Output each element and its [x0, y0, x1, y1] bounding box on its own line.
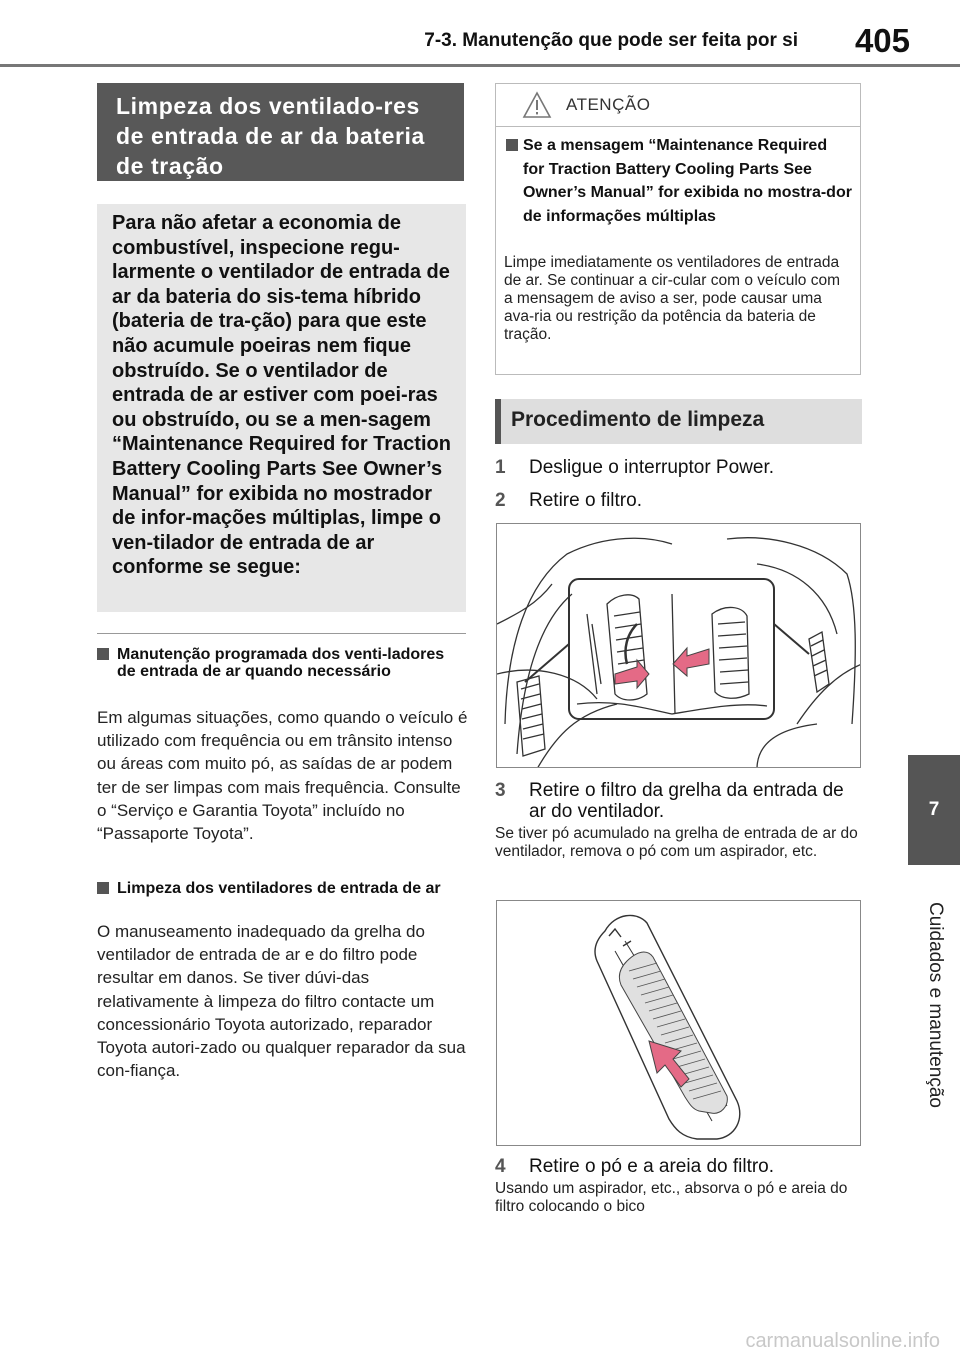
- running-header-title: 7-3. Manutenção que pode ser feita por si: [424, 30, 798, 51]
- section-heading: Limpeza dos ventilado-res de entrada de ar da bateria de tração: [116, 93, 425, 179]
- grille-illustration: [497, 901, 861, 1146]
- chapter-label: [918, 880, 952, 1130]
- step-2-text: Retire o filtro.: [529, 490, 642, 511]
- caution-box: [495, 83, 861, 375]
- step-4-note: Usando um aspirador, etc., absorva o pó e areia do filtro colocando o bico: [495, 1180, 848, 1215]
- intro-text: Para não afetar a economia de combustível, inspecione regu-larmente o ventilador de entrada de ar da bateria do sis-tema híbrido (bateria de tra-ção) para que este não acumule poeiras nem fique obstruído. Se o ventilador de entrada de ar estiver com poei-ras ou obstruído, ou se a men-sagem “Maintenance Required for Traction Battery Cooling Parts See Owner’s Manual” for exibida no mostrador de infor-mações múltiplas, limpe o ven-tilador de entrada de ar conforme se segue:: [112, 212, 451, 579]
- step-2: [495, 490, 865, 511]
- warning-triangle-icon: [522, 91, 552, 119]
- seat-illustration: [497, 524, 861, 768]
- square-bullet-icon: [97, 882, 109, 894]
- subheading-cleaning-text: Limpeza dos ventiladores de entrada de ar: [117, 880, 441, 897]
- procedure-heading-box: [495, 399, 862, 444]
- step-3: [495, 780, 865, 822]
- step-3-text: Retire o filtro da grelha da entrada de ar do ventilador.: [529, 780, 844, 822]
- subheading-maintenance: [97, 646, 466, 680]
- step-3-note: Se tiver pó acumulado na grelha de entrada de ar do ventilador, remova o pó com um aspirador, etc.: [495, 825, 858, 860]
- subheading-maintenance-text: Manutenção programada dos venti-ladores de entrada de ar quando necessário: [117, 646, 445, 680]
- caution-label: ATENÇÃO: [566, 95, 651, 114]
- step-1-number: 1: [495, 457, 506, 478]
- step-1: [495, 457, 865, 478]
- subheading-cleaning: [97, 880, 466, 897]
- procedure-heading: Procedimento de limpeza: [511, 408, 765, 431]
- chapter-label-text: Cuidados e manutenção: [925, 902, 946, 1108]
- square-bullet-icon: [506, 139, 518, 151]
- cleaning-paragraph: O manuseamento inadequado da grelha do ventilador de entrada de ar e do filtro pode resultar em danos. Se tiver dúvi-das relativamente à limpeza do filtro contacte um concessionário Toyota autorizado, reparador Toyota autori-zado ou qualquer reparador da sua con-fiança.: [97, 922, 466, 1081]
- page-number: 405: [854, 22, 910, 59]
- caution-header: [496, 84, 860, 127]
- divider: [97, 633, 466, 634]
- header-rule: [0, 64, 960, 67]
- caution-title: [506, 134, 852, 228]
- procedure-heading-bar: [495, 399, 501, 444]
- step-1-text: Desligue o interruptor Power.: [529, 457, 775, 478]
- square-bullet-icon: [97, 648, 109, 660]
- step-4: [495, 1156, 865, 1177]
- caution-title-text: Se a mensagem “Maintenance Required for Traction Battery Cooling Parts See Owner’s Manual” for exibida no mostra-dor de informações múltiplas: [523, 137, 852, 225]
- maintenance-paragraph: Em algumas situações, como quando o veículo é utilizado com frequência ou em trânsito intenso ou áreas com muito pó, as saídas de ar podem ter de ser limpas com mais frequência. Consulte o “Serviço e Garantia Toyota” incluído no “Passaporte Toyota”.: [97, 708, 468, 844]
- figure-filter-removal: [496, 523, 861, 768]
- section-heading-box: [97, 83, 464, 181]
- intro-box: [97, 204, 466, 612]
- step-4-number: 4: [495, 1156, 506, 1177]
- watermark: carmanualsonline.info: [745, 1330, 940, 1352]
- step-4-text: Retire o pó e a areia do filtro.: [529, 1156, 775, 1177]
- step-3-number: 3: [495, 780, 506, 801]
- step-2-number: 2: [495, 490, 506, 511]
- figure-grille-filter: [496, 900, 861, 1146]
- chapter-tab: 7: [908, 755, 960, 865]
- caution-body: Limpe imediatamente os ventiladores de entrada de ar. Se continuar a cir-cular com o veículo com a mensagem de aviso a ser, pode causar uma ava-ria ou restrição da potência da bateria de tração.: [504, 254, 840, 343]
